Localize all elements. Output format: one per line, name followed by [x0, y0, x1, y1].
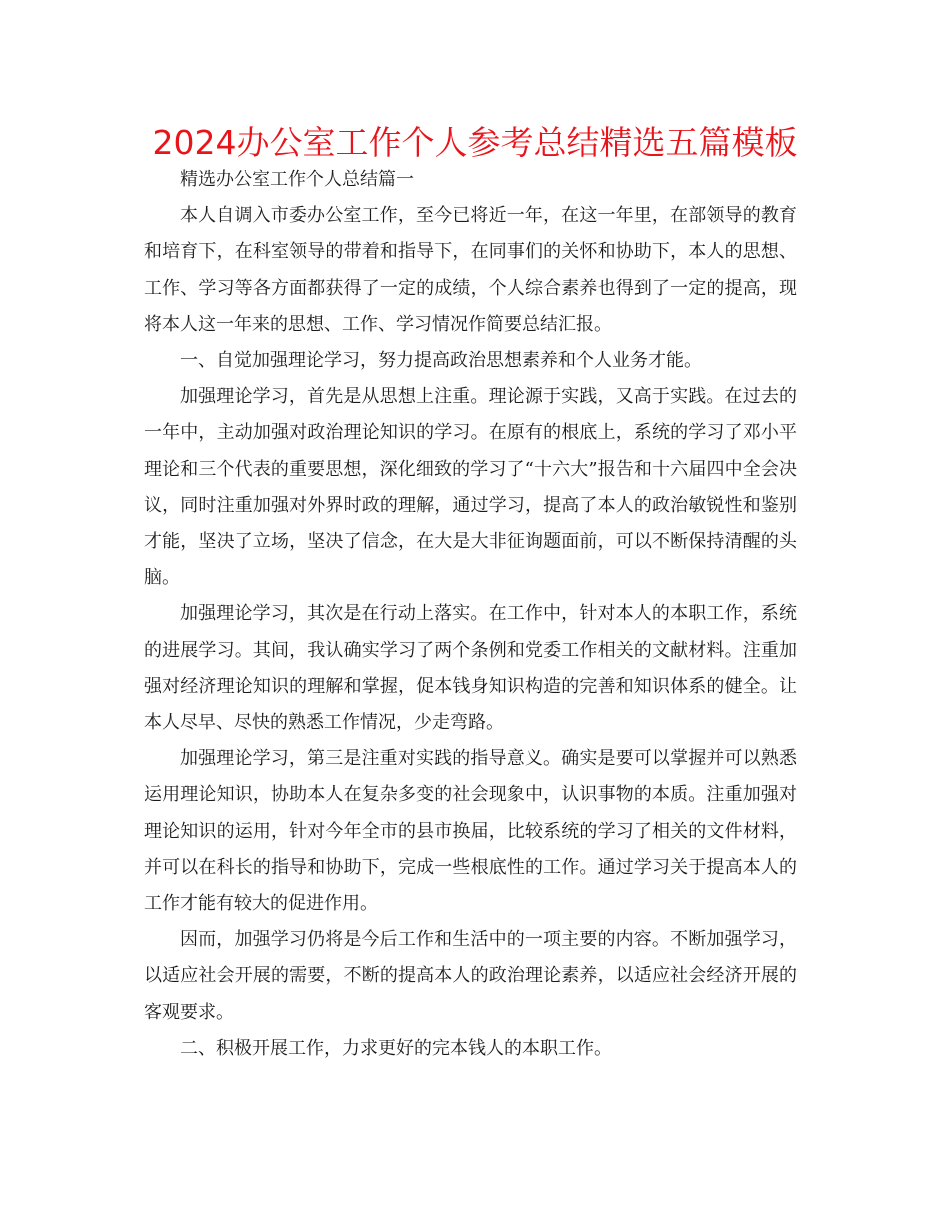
body-paragraph: 加强理论学习，第三是注重对实践的指导意义。确实是要可以掌握并可以熟悉运用理论知识，协助本人在复杂多变的社会现象中，认识事物的本质。注重加强对理论知识的运用，针对今年全市的县市换届，比较系统的学习了相关的文件材料，并可以在科长的指导和协助下，完成一些根底性的工作。通过学习关于提高本人的工作才能有较大的促进作用。 [144, 748, 797, 915]
body-paragraph: 加强理论学习，首先是从思想上注重。理论源于实践，又高于实践。在过去的一年中，主动加强对政治理论知识的学习。在原有的根底上，系统的学习了邓小平理论和三个代表的重要思想，深化细致的学习了“十六大”报告和十六届四中全会决议，同时注重加强对外界时政的理解，通过学习，提高了本人的政治敏锐性和鉴别才能，坚决了立场，坚决了信念，在大是大非征询题面前，可以不断保持清醒的头脑。 [144, 386, 797, 589]
body-paragraph: 加强理论学习，其次是在行动上落实。在工作中，针对本人的本职工作，系统的进展学习。其间，我认确实学习了两个条例和党委工作相关的文献材料。注重加强对经济理论知识的理解和掌握，促本钱身知识构造的完善和知识体系的健全。让本人尽早、尽快的熟悉工作情况，少走弯路。 [144, 603, 797, 734]
section-heading: 二、积极开展工作，力求更好的完本钱人的本职工作。 [180, 1037, 612, 1059]
document-body [144, 162, 797, 1067]
body-paragraph: 本人自调入市委办公室工作，至今已将近一年，在这一年里，在部领导的教育和培育下，在科室领导的带着和指导下，在同事们的关怀和协助下，本人的思想、工作、学习等各方面都获得了一定的成绩，个人综合素养也得到了一定的提高，现将本人这一年来的思想、工作、学习情况作简要总结汇报。 [144, 205, 797, 335]
document-title: 2024办公室工作个人参考总结精选五篇模板 [152, 123, 798, 162]
section-heading: 一、自觉加强理论学习，努力提高政治思想素养和个人业务才能。 [180, 350, 702, 372]
section-heading: 精选办公室工作个人总结篇一 [180, 169, 414, 190]
body-paragraph: 因而，加强学习仍将是今后工作和生活中的一项主要的内容。不断加强学习，以适应社会开展的需要，不断的提高本人的政治理论素养，以适应社会经济开展的客观要求。 [144, 929, 797, 1023]
